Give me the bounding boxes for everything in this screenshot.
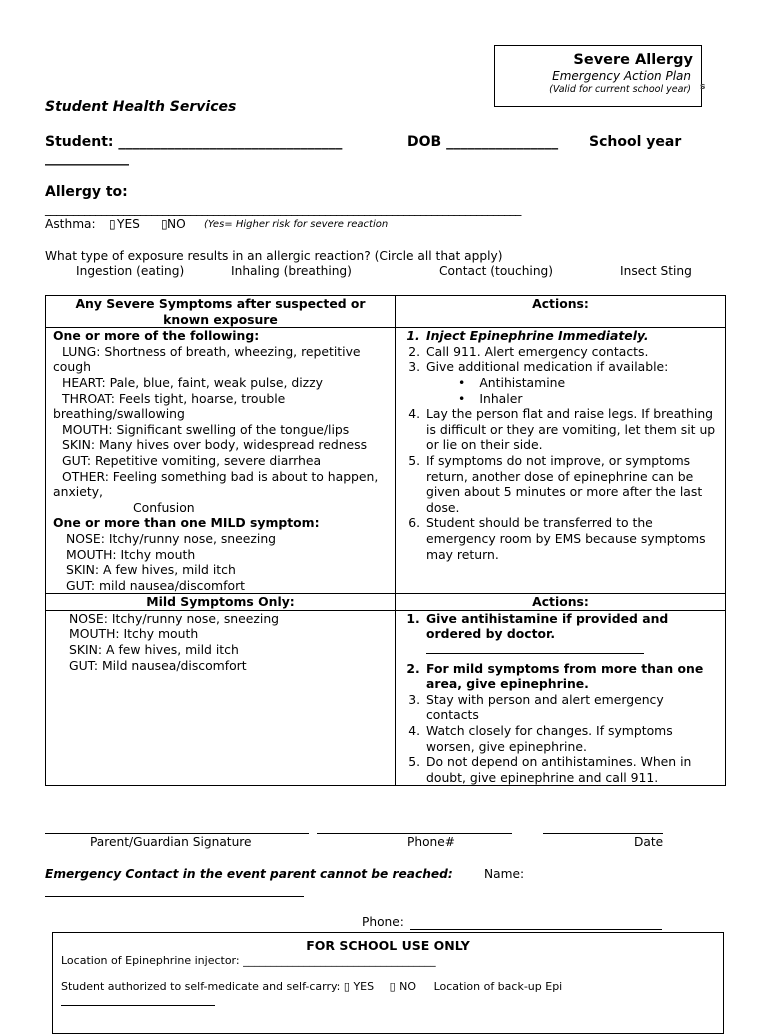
severe-intro: One or more of the following: xyxy=(53,328,260,344)
parent-signature-line[interactable] xyxy=(45,833,309,834)
mild-symptom: NOSE: Itchy/runny nose, sneezing xyxy=(66,530,277,546)
action-item: 4. Watch closely for changes. If symptoms worsen, give epinephrine. xyxy=(424,723,719,754)
med-item: • Antihistamine xyxy=(476,375,719,391)
authorized-yes-label: YES xyxy=(349,980,375,993)
severe-actions-cell xyxy=(396,328,726,594)
med-item: • Inhaler xyxy=(476,391,719,407)
table-row xyxy=(46,610,726,786)
mild-symptom: GUT: mild nausea/discomfort xyxy=(66,577,246,593)
action-item-text: Give additional medication if available: xyxy=(426,359,669,375)
action-item-text: Give antihistamine if provided and ordered by doctor. xyxy=(426,610,669,642)
checkbox-icon[interactable]: ▯ xyxy=(343,980,350,993)
exposure-question: What type of exposure results in an allergic reaction? (Circle all that apply) xyxy=(45,249,503,263)
action-item: 5. If symptoms do not improve, or symptoms return, another dose of epinephrine can be given about 5 minutes or more after the last dose. xyxy=(424,453,719,515)
date-line[interactable] xyxy=(543,833,663,834)
allergy-field[interactable]: _____________________________________________________________________________________ xyxy=(45,202,522,216)
mild-symptom: MOUTH: Itchy mouth xyxy=(66,546,196,562)
severe-symptom: OTHER: Feeling something bad is about to happen, anxiety, xyxy=(53,468,379,500)
authorized-label: Student authorized to self-medicate and self-carry: xyxy=(61,980,341,993)
mild-actions-list xyxy=(402,611,719,786)
checkbox-icon[interactable]: ▯ xyxy=(389,980,396,993)
mild-symptom: NOSE: Itchy/runny nose, sneezing xyxy=(69,610,280,626)
emergency-phone-line[interactable] xyxy=(410,929,662,930)
severe-symptom: SKIN: Many hives over body, widespread redness xyxy=(62,437,368,453)
severe-symptom: THROAT: Feels tight, hoarse, trouble breathing/swallowing xyxy=(53,390,286,422)
authorized-row xyxy=(61,980,562,993)
table-row xyxy=(46,594,726,611)
backup-epi-line[interactable] xyxy=(61,1005,215,1006)
valid-note: (Valid for current school year) xyxy=(549,84,691,95)
action-item: 5. Do not depend on antihistamines. When in doubt, give epinephrine and call 911. xyxy=(424,754,719,785)
date-label: Date xyxy=(634,835,664,849)
emergency-name-line[interactable] xyxy=(45,896,304,897)
emergency-phone-label: Phone: xyxy=(362,915,404,929)
allergy-label: Allergy to: xyxy=(45,184,128,200)
backup-epi-label: Location of back-up Epi xyxy=(433,980,563,993)
title-box xyxy=(494,45,702,107)
additional-meds-list xyxy=(426,375,719,406)
table-row xyxy=(46,328,726,594)
form-subtitle: Emergency Action Plan xyxy=(552,69,691,83)
authorized-no-label: NO xyxy=(395,980,417,993)
severe-symptoms-cell xyxy=(46,328,396,594)
action-item: 1. Inject Epinephrine Immediately. xyxy=(424,328,719,344)
epi-location-field[interactable]: Location of Epinephrine injector: ___________________________________ xyxy=(61,954,436,967)
actions-header: Actions: xyxy=(396,296,726,328)
table-row xyxy=(46,296,726,328)
mild-symptoms-cell xyxy=(46,610,396,786)
exposure-option[interactable]: Insect Sting xyxy=(620,264,692,278)
mild-symptom: GUT: Mild nausea/discomfort xyxy=(69,657,247,673)
severe-actions-list xyxy=(402,328,719,562)
mild-actions-cell xyxy=(396,610,726,786)
asthma-note: (Yes= Higher risk for severe reaction xyxy=(204,219,389,230)
asthma-no-label: NO xyxy=(167,217,186,231)
school-use-box xyxy=(52,932,724,1034)
symptoms-actions-table xyxy=(45,295,726,786)
emergency-name-label: Name: xyxy=(484,867,525,881)
severe-symptom: GUT: Repetitive vomiting, severe diarrhea xyxy=(62,452,322,468)
action-item xyxy=(424,359,719,406)
asthma-yes-label: YES xyxy=(117,217,140,231)
school-use-header: FOR SCHOOL USE ONLY xyxy=(306,938,470,953)
phone-line[interactable] xyxy=(317,833,512,834)
mild-symptom: MOUTH: Itchy mouth xyxy=(69,626,199,642)
action-item: 2. Call 911. Alert emergency contacts. xyxy=(424,344,719,360)
exposure-option[interactable]: Inhaling (breathing) xyxy=(231,264,352,278)
action-item: 6. Student should be transferred to the emergency room by EMS because symptoms may return. xyxy=(424,515,719,562)
phone-label: Phone# xyxy=(407,835,455,849)
action-item: 4. Lay the person flat and raise legs. If breathing is difficult or they are vomiting, let them sit up or lie on their side. xyxy=(424,406,719,453)
asthma-label: Asthma: xyxy=(45,217,96,231)
doctor-order-field[interactable] xyxy=(426,643,644,654)
mild-symptom: SKIN: A few hives, mild itch xyxy=(69,642,239,658)
mild-actions-header: Actions: xyxy=(396,594,726,611)
severe-symptom: HEART: Pale, blue, faint, weak pulse, dizzy xyxy=(62,374,323,390)
school-year-field[interactable]: ____________ xyxy=(45,150,129,166)
mild-symptom: SKIN: A few hives, mild itch xyxy=(66,562,236,578)
action-item: 2. For mild symptoms from more than one area, give epinephrine. xyxy=(424,661,719,692)
exposure-option[interactable]: Contact (touching) xyxy=(439,264,554,278)
mild-intro: One or more than one MILD symptom: xyxy=(53,515,320,531)
form-title: Severe Allergy xyxy=(573,52,693,68)
confusion-text: Confusion xyxy=(133,499,195,515)
ghost-character: s xyxy=(700,82,706,92)
action-item: 3. Stay with person and alert emergency contacts xyxy=(424,692,719,723)
exposure-option[interactable]: Ingestion (eating) xyxy=(76,264,185,278)
org-name: Student Health Services xyxy=(45,99,237,115)
dob-field[interactable]: DOB ________________ xyxy=(407,134,559,150)
severe-symptoms-header: Any Severe Symptoms after suspected or known exposure xyxy=(46,296,396,328)
checkbox-icon[interactable]: ▯ xyxy=(109,217,116,231)
emergency-contact-label: Emergency Contact in the event parent cannot be reached: xyxy=(45,867,453,881)
severe-symptom: MOUTH: Significant swelling of the tongue/lips xyxy=(62,421,350,437)
checkbox-icon[interactable]: ▯ xyxy=(161,217,168,231)
mild-symptoms-header: Mild Symptoms Only: xyxy=(46,594,396,611)
severe-symptom: LUNG: Shortness of breath, wheezing, repetitive cough xyxy=(53,343,361,375)
action-item xyxy=(424,611,719,658)
parent-signature-label: Parent/Guardian Signature xyxy=(90,835,252,849)
school-year-label: School year xyxy=(589,134,682,150)
student-field[interactable]: Student: ________________________________ xyxy=(45,134,343,150)
